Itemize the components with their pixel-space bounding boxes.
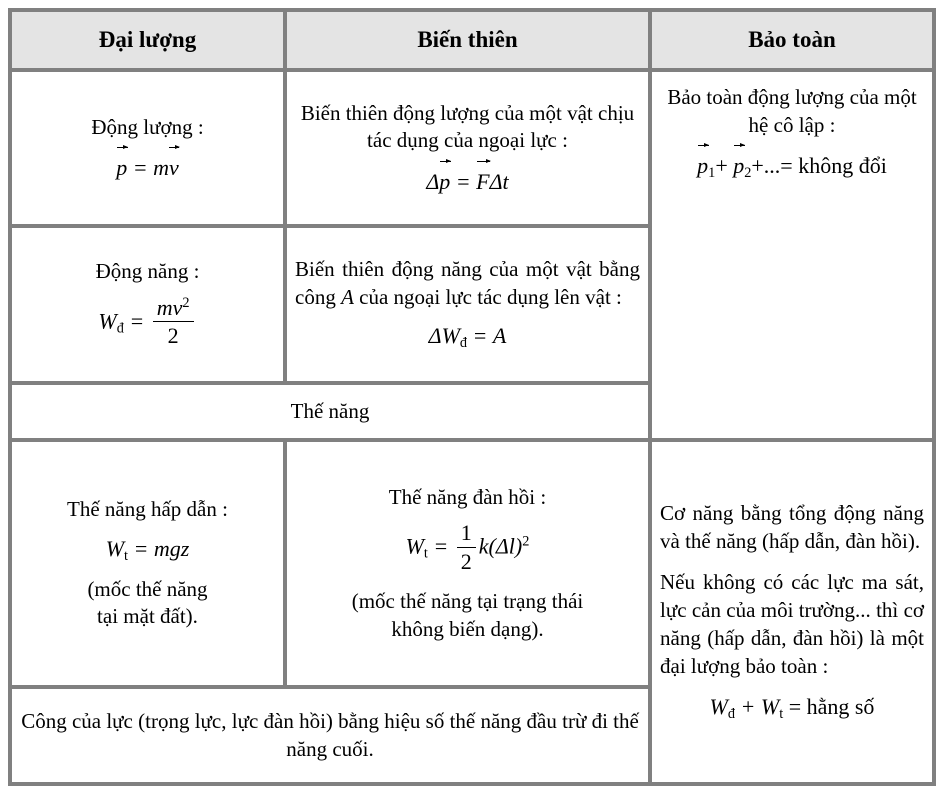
column-header-conservation: Bảo toàn xyxy=(650,10,934,70)
table-row-potential xyxy=(10,440,934,687)
cell-kinetic-change xyxy=(285,226,650,383)
momentum-conservation-text: Bảo toàn động lượng của một hệ cô lập : xyxy=(667,85,917,137)
mechanical-energy-formula: $W_đ + W_t$ = hằng số xyxy=(709,694,875,723)
elastic-potential-note-line2: không biến dạng). xyxy=(391,616,544,641)
momentum-formula: p = mv xyxy=(20,151,275,182)
gravity-potential-label: Thế năng hấp dẫn : xyxy=(67,497,228,522)
mechanical-energy-paragraph-2: Nếu không có các lực ma sát, lực cản của môi trường... thì cơ năng (hấp dẫn, đàn hồi) là một đại lượng bảo toàn : xyxy=(660,570,924,678)
table-header-row xyxy=(10,10,934,70)
cell-mechanical-energy-conservation xyxy=(650,440,934,784)
momentum-change-text: Biến thiên động lượng của một vật chịu tác dụng của ngoại lực : xyxy=(300,100,635,153)
cell-momentum-conservation xyxy=(650,70,934,440)
physics-summary-table xyxy=(8,8,936,786)
column-header-quantity: Đại lượng xyxy=(10,10,285,70)
cell-work-statement: Công của lực (trọng lực, lực đàn hồi) bằng hiệu số thế năng đầu trừ đi thế năng cuối. xyxy=(10,687,650,784)
momentum-change-formula: Δp = FΔt xyxy=(295,165,640,196)
table-row-momentum xyxy=(10,70,934,226)
cell-elastic-potential xyxy=(285,440,650,687)
cell-gravitational-potential xyxy=(10,440,285,687)
column-header-change: Biến thiên xyxy=(285,10,650,70)
kinetic-formula: $W_đ$ = $\frac{mv^2}{2}$ xyxy=(20,296,275,351)
mechanical-energy-paragraph-1: Cơ năng bằng tổng động năng và thế năng (hấp dẫn, đàn hồi). xyxy=(660,500,924,553)
gravity-potential-note-line2: tại mặt đất). xyxy=(97,604,198,629)
cell-momentum-change xyxy=(285,70,650,226)
gravity-potential-note-line1: (mốc thế năng xyxy=(87,576,208,601)
elastic-potential-label: Thế năng đàn hồi : xyxy=(388,484,547,509)
table-header xyxy=(10,10,934,70)
elastic-potential-formula: $W_t$ = $\frac{1}{2}$ $k(\Delta l)^2$ xyxy=(405,520,530,574)
momentum-conservation-formula: $p_1+ p_2+...=$ không đổi xyxy=(660,149,924,183)
kinetic-label: Động năng : xyxy=(95,259,200,284)
table-body xyxy=(10,70,934,784)
gravity-potential-formula: $W_t$ = mgz xyxy=(105,535,190,564)
elastic-potential-note-line1: (mốc thế năng tại trạng thái xyxy=(351,589,584,614)
cell-kinetic-quantity xyxy=(10,226,285,383)
kinetic-change-formula: $\Delta W_đ = A$ xyxy=(428,323,507,352)
momentum-label: Động lượng : xyxy=(91,114,204,139)
kinetic-change-symbol-A: A xyxy=(341,284,354,309)
cell-momentum-quantity xyxy=(10,70,285,226)
cell-potential-energy-heading: Thế năng xyxy=(10,383,650,440)
kinetic-change-text: Biến thiên động năng của một vật bằng công A của ngoại lực tác dụng lên vật : xyxy=(295,256,640,309)
